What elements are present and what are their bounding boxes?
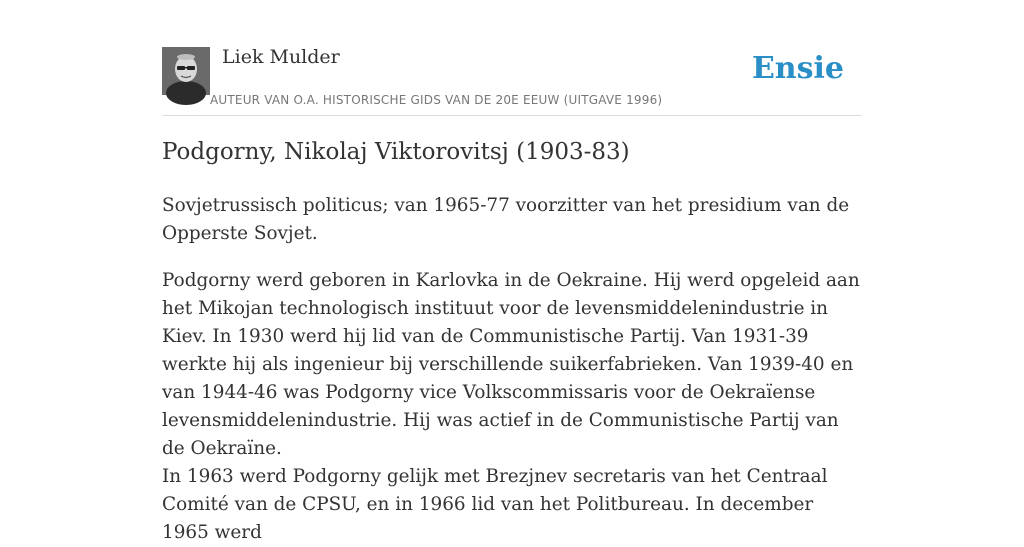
article-paragraph: Podgorny werd geboren in Karlovka in de Oekraine. Hij werd opgeleid aan het Mikojan technologisch instituut voor de levensmiddelenindustrie in Kiev. In 1930 werd hij lid van de Communistische Partij. Van 1931-39 werkte hij als ingenieur bij verschillende suikerfabrieken. Van 1939-40 en van 1944-46 was Podgorny vice Volkscommissaris voor de Oekraïense levensmiddelenindustrie. Hij was actief in de Communistische Partij van de Oekraïne. — [162, 270, 860, 459]
author-avatar[interactable] — [162, 47, 210, 95]
article-paragraph: In 1963 werd Podgorny gelijk met Brezjnev secretaris van het Centraal Comité van de CPSU, en in 1966 lid van het Politbureau. In december 1965 werd — [162, 466, 828, 543]
author-description: AUTEUR VAN O.A. HISTORISCHE GIDS VAN DE 20E EEUW (UITGAVE 1996) — [210, 93, 663, 107]
article-title: Podgorny, Nikolaj Viktorovitsj (1903-83) — [162, 139, 630, 165]
page-container — [162, 0, 862, 543]
avatar-portrait-icon — [162, 47, 210, 95]
brand-logo[interactable]: Ensie — [751, 51, 844, 86]
author-name[interactable]: Liek Mulder — [222, 46, 340, 68]
article-paragraph: Sovjetrussisch politicus; van 1965-77 voorzitter van het presidium van de Opperste Sovjet. — [162, 195, 850, 244]
author-header — [162, 0, 862, 116]
